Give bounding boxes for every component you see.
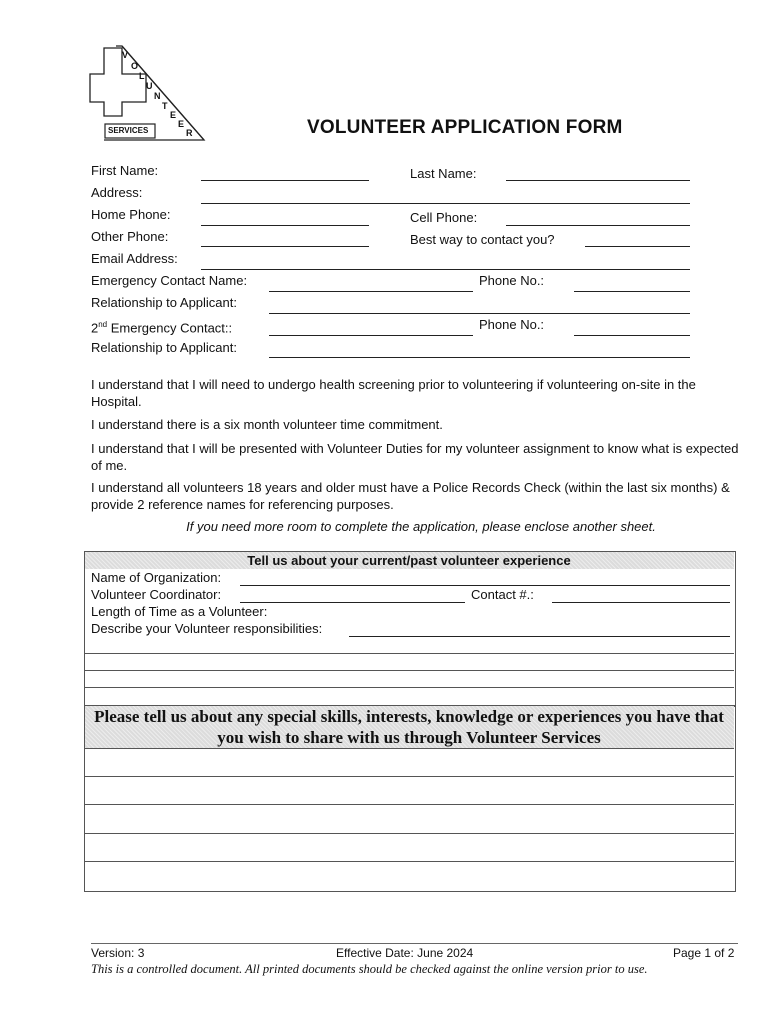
logo-letter: L — [139, 71, 145, 81]
second-emergency-label — [91, 317, 232, 336]
statement-police-check: I understand all volunteers 18 years and older must have a Police Records Check (within the last six months) & provide 2 reference names for referencing purposes. — [91, 480, 730, 512]
coordinator-label: Volunteer Coordinator: — [91, 587, 222, 602]
relationship-field[interactable] — [269, 313, 690, 314]
last-name-label: Last Name: — [410, 166, 477, 181]
logo-letter: N — [154, 91, 161, 101]
logo-letter: E — [170, 110, 177, 120]
phone-no-label: Phone No.: — [479, 273, 545, 288]
relationship-2-field[interactable] — [269, 357, 690, 358]
second-emergency-text: Emergency Contact:: — [107, 320, 233, 336]
responsibilities-label: Describe your Volunteer responsibilities: — [91, 621, 323, 636]
coordinator-field[interactable] — [240, 602, 465, 603]
logo-letter: O — [131, 61, 139, 71]
skills-line[interactable] — [84, 861, 734, 862]
footer-version: Version: 3 — [91, 946, 145, 960]
first-name-field[interactable] — [201, 180, 369, 181]
best-contact-label: Best way to contact you? — [410, 232, 555, 247]
relationship-label: Relationship to Applicant: — [91, 295, 237, 310]
footer-rule — [91, 943, 738, 944]
address-field[interactable] — [201, 203, 690, 204]
home-phone-field[interactable] — [201, 225, 369, 226]
emergency-phone-field[interactable] — [574, 291, 690, 292]
footer-page-number: Page 1 of 2 — [673, 946, 735, 960]
email-field[interactable] — [201, 269, 690, 270]
relationship-2-label: Relationship to Applicant: — [91, 340, 237, 355]
skills-line[interactable] — [84, 776, 734, 777]
emergency-contact-label: Emergency Contact Name: — [91, 273, 248, 288]
cell-phone-label: Cell Phone: — [410, 210, 478, 225]
other-phone-label: Other Phone: — [91, 229, 169, 244]
logo-letter: V — [122, 50, 129, 60]
form-title: VOLUNTEER APPLICATION FORM — [307, 117, 623, 138]
statement-volunteer-duties: I understand that I will be presented with Volunteer Duties for my volunteer assignment to know what is expected of me. — [91, 441, 739, 473]
logo-letter: R — [186, 128, 193, 138]
organization-label: Name of Organization: — [91, 570, 222, 585]
logo-letter: E — [178, 119, 185, 129]
phone-no-2-label: Phone No.: — [479, 317, 545, 332]
organization-field[interactable] — [240, 585, 730, 586]
statement-time-commitment: I understand there is a six month volunteer time commitment. — [91, 417, 443, 432]
home-phone-label: Home Phone: — [91, 207, 171, 222]
footer-controlled-note: This is a controlled document. All printed documents should be checked against the online version prior to use. — [91, 962, 648, 976]
statement-health-screening: I understand that I will need to undergo health screening prior to volunteering if volunteering on-site in the Hospital. — [91, 377, 696, 409]
length-label: Length of Time as a Volunteer: — [91, 604, 268, 619]
cell-phone-field[interactable] — [506, 225, 690, 226]
second-superscript: nd — [98, 320, 108, 329]
first-name-label: First Name: — [91, 163, 159, 178]
responsibilities-line[interactable] — [84, 670, 734, 671]
responsibilities-line[interactable] — [84, 653, 734, 654]
responsibilities-line[interactable] — [84, 687, 734, 688]
more-room-note: If you need more room to complete the application, please enclose another sheet. — [186, 519, 656, 534]
other-phone-field[interactable] — [201, 246, 369, 247]
footer-effective-date: Effective Date: June 2024 — [336, 946, 474, 960]
logo-letter: T — [162, 101, 168, 111]
skills-line[interactable] — [84, 748, 734, 749]
second-emergency-field[interactable] — [269, 335, 473, 336]
email-label: Email Address: — [91, 251, 178, 266]
contact-field[interactable] — [552, 602, 730, 603]
contact-label: Contact #.: — [471, 587, 534, 602]
logo-letter: U — [146, 81, 153, 91]
skills-line[interactable] — [84, 833, 734, 834]
responsibilities-field[interactable] — [349, 636, 730, 637]
volunteer-services-logo — [88, 44, 210, 144]
second-number: 2 — [91, 320, 99, 336]
last-name-field[interactable] — [506, 180, 690, 181]
address-label: Address: — [91, 185, 143, 200]
second-emergency-phone-field[interactable] — [574, 335, 690, 336]
logo-badge-text: SERVICES — [108, 126, 149, 135]
skills-line[interactable] — [84, 804, 734, 805]
skills-header: Please tell us about any special skills, interests, knowledge or experiences you have that you wish to share with us through Volunteer Services — [94, 707, 724, 747]
emergency-contact-field[interactable] — [269, 291, 473, 292]
best-contact-field[interactable] — [585, 246, 690, 247]
experience-header: Tell us about your current/past volunteer experience — [247, 553, 571, 568]
